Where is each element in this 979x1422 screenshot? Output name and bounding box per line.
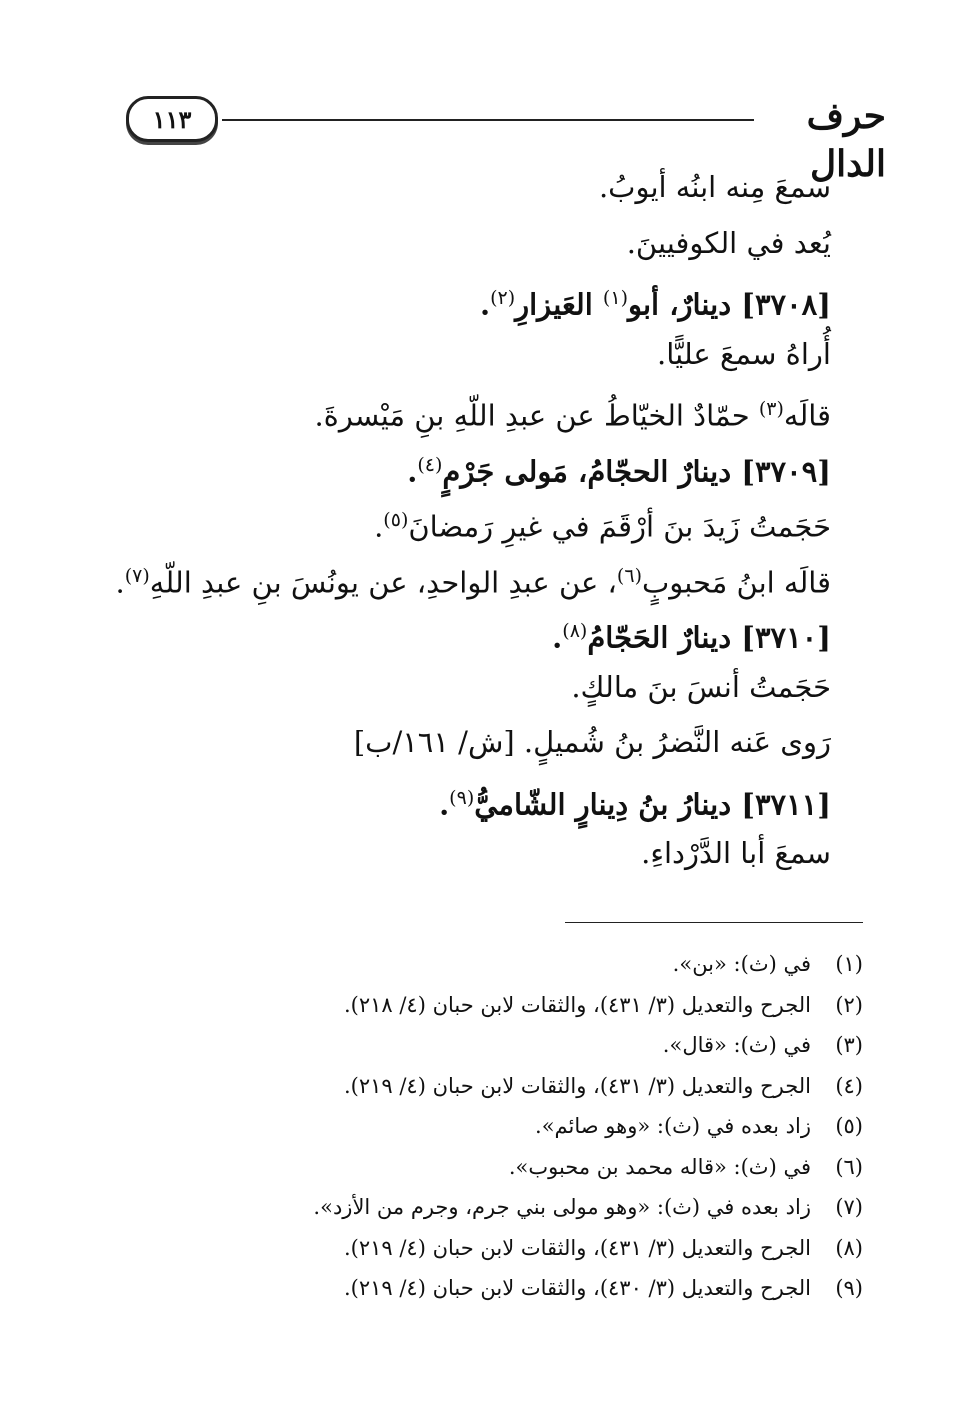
text-line: سمعَ أبا الدَّرْداءِ. (641, 836, 831, 870)
page-number-badge (126, 96, 218, 142)
text-line: يُعد في الكوفيينَ. (626, 225, 831, 260)
footnote-number: (٣) (835, 1033, 863, 1057)
footnote-text: في (ث): «قال». (662, 1033, 811, 1057)
footnote-number: (٦) (835, 1154, 863, 1179)
main-text (115, 160, 831, 882)
footnote-text: الجرح والتعديل (٣/ ٤٣١)، والثقات لابن حبان (٤/ ٢١٨). (343, 992, 811, 1017)
text-line: حَجَمتُ زَيدَ بنَ أرْقَمَ في غيرِ رَمضانَ$^{(٥)}$. (374, 509, 831, 544)
footnote-ref: (٥) (383, 509, 409, 531)
footnote-item (303, 985, 863, 1026)
page-number: ١١٣ (152, 104, 192, 134)
footnote-text: في (ث): «بن». (672, 952, 811, 976)
footnote-text: في (ث): «قاله محمد بن محبوب». (508, 1154, 811, 1179)
footnote-item (303, 1066, 863, 1107)
footnote-item (303, 1268, 863, 1309)
footnote-text: الجرح والتعديل (٣/ ٤٣١)، والثقات لابن حبان (٤/ ٢١٩). (343, 1235, 811, 1260)
entry-heading-3709: [٣٧٠٩] دينارٌ الحجّامُ، مَولى جَرْمٍ$^{(٤)}$. (407, 453, 831, 489)
section-title: حرف الدال (806, 95, 886, 185)
footnote-item (303, 1106, 863, 1147)
text-line: أُراهُ سمعَ عليًّا. (657, 336, 831, 371)
entry-heading-3708: [٣٧٠٨] دينارٌ، أبو$^{(١)}$ العَيزارِ$^{(٢)}$. (479, 287, 831, 322)
footnote-number: (٢) (835, 992, 863, 1017)
footnote-ref: (٢) (490, 287, 516, 309)
entry-heading-3710: [٣٧١٠] دينارٌ الحَجّامُ$^{(٨)}$. (552, 620, 831, 655)
footnote-ref: (٤) (417, 453, 443, 476)
footnote-number: (٤) (835, 1073, 863, 1098)
footnote-ref: (٣) (758, 398, 784, 420)
footnotes (303, 944, 863, 1309)
footnote-item (303, 944, 863, 985)
entry-heading-3711: [٣٧١١] دينارُ بنُ دِينارٍ الشّاميُّ$^{(٩)}$. (439, 786, 831, 822)
footnote-ref: (٩) (449, 786, 475, 809)
footnote-ref: (١) (602, 287, 628, 309)
text-line: حَجَمتُ أنسَ بنَ مالكٍ. (571, 669, 831, 704)
footnote-separator (565, 922, 863, 923)
page-header (126, 92, 886, 185)
footnote-text: الجرح والتعديل (٣/ ٤٣٠)، والثقات لابن حبان (٤/ ٢١٩). (343, 1276, 811, 1300)
footnote-text: الجرح والتعديل (٣/ ٤٣١)، والثقات لابن حبان (٤/ ٢١٩). (343, 1073, 811, 1098)
footnote-item (303, 1147, 863, 1188)
footnote-ref: (٧) (124, 564, 150, 587)
footnote-number: (٨) (835, 1235, 863, 1260)
footnote-ref: (٦) (616, 564, 642, 587)
text-line: سمعَ مِنه ابنُه أيوبُ. (598, 170, 831, 204)
header-rule (222, 119, 754, 121)
text-line: قالَه$^{(٣)}$ حمّادٌ الخيّاطُ عن عبدِ اللّهِ بنِ مَيْسرةَ. (314, 398, 831, 433)
footnote-item (303, 1187, 863, 1228)
footnote-number: (٥) (835, 1114, 863, 1138)
footnote-number: (٧) (835, 1195, 863, 1219)
text-line: رَوى عَنه النَّضرُ بنُ شُميلٍ. [ش/ ١٦١/ب] (353, 725, 831, 759)
footnote-number: (١) (835, 952, 863, 976)
footnote-text: زاد بعده في (ث): «وهو مولى بني جرم، وجرم من الأزد». (313, 1195, 811, 1219)
footnote-ref: (٨) (562, 620, 588, 642)
footnote-number: (٩) (835, 1276, 863, 1300)
text-line: قالَه ابنُ مَحبوبٍ$^{(٦)}$، عن عبدِ الواحدِ، عن يونُسَ بنِ عبدِ اللّهِ$^{(٧)}$. (115, 564, 831, 600)
footnote-item (303, 1025, 863, 1066)
footnote-item (303, 1228, 863, 1269)
footnote-text: زاد بعده في (ث): «وهو صائم». (535, 1114, 811, 1138)
